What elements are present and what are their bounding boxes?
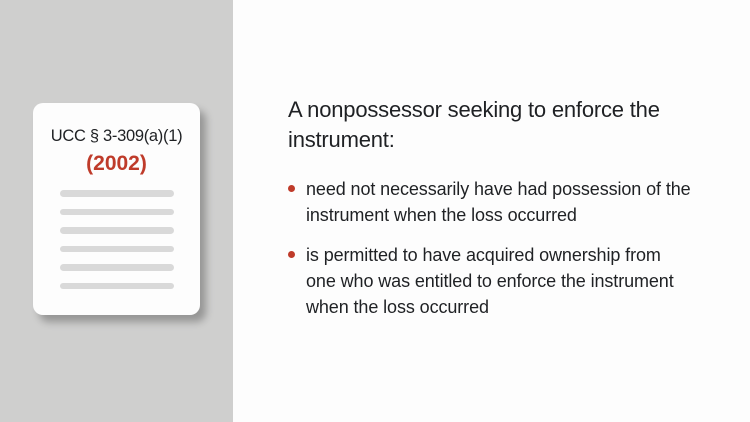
document-text-line [60,227,174,234]
bullet-dot-icon [288,185,295,192]
document-skeleton-lines [33,190,200,289]
main-content [233,0,750,422]
page-title: A nonpossessor seeking to enforce the instrument: [288,97,660,152]
bullet-dot-icon [288,251,295,258]
document-card [33,103,200,315]
document-text-line [60,190,174,197]
bullet-text: is permitted to have acquired ownership from one who was entitled to enforce the instrument when the loss occurred [306,245,674,317]
document-text-line [60,246,174,253]
document-text-line [60,283,174,290]
bullet-text: need not necessarily have had possession of the instrument when the loss occurred [306,179,691,225]
list-item [288,176,692,228]
document-card-year: (2002) [86,152,147,175]
bullet-list [288,176,720,320]
document-text-line [60,264,174,271]
document-card-title: UCC § 3-309(a)(1) [50,127,183,145]
left-panel [0,0,233,422]
list-item [288,242,692,320]
document-text-line [60,209,174,216]
